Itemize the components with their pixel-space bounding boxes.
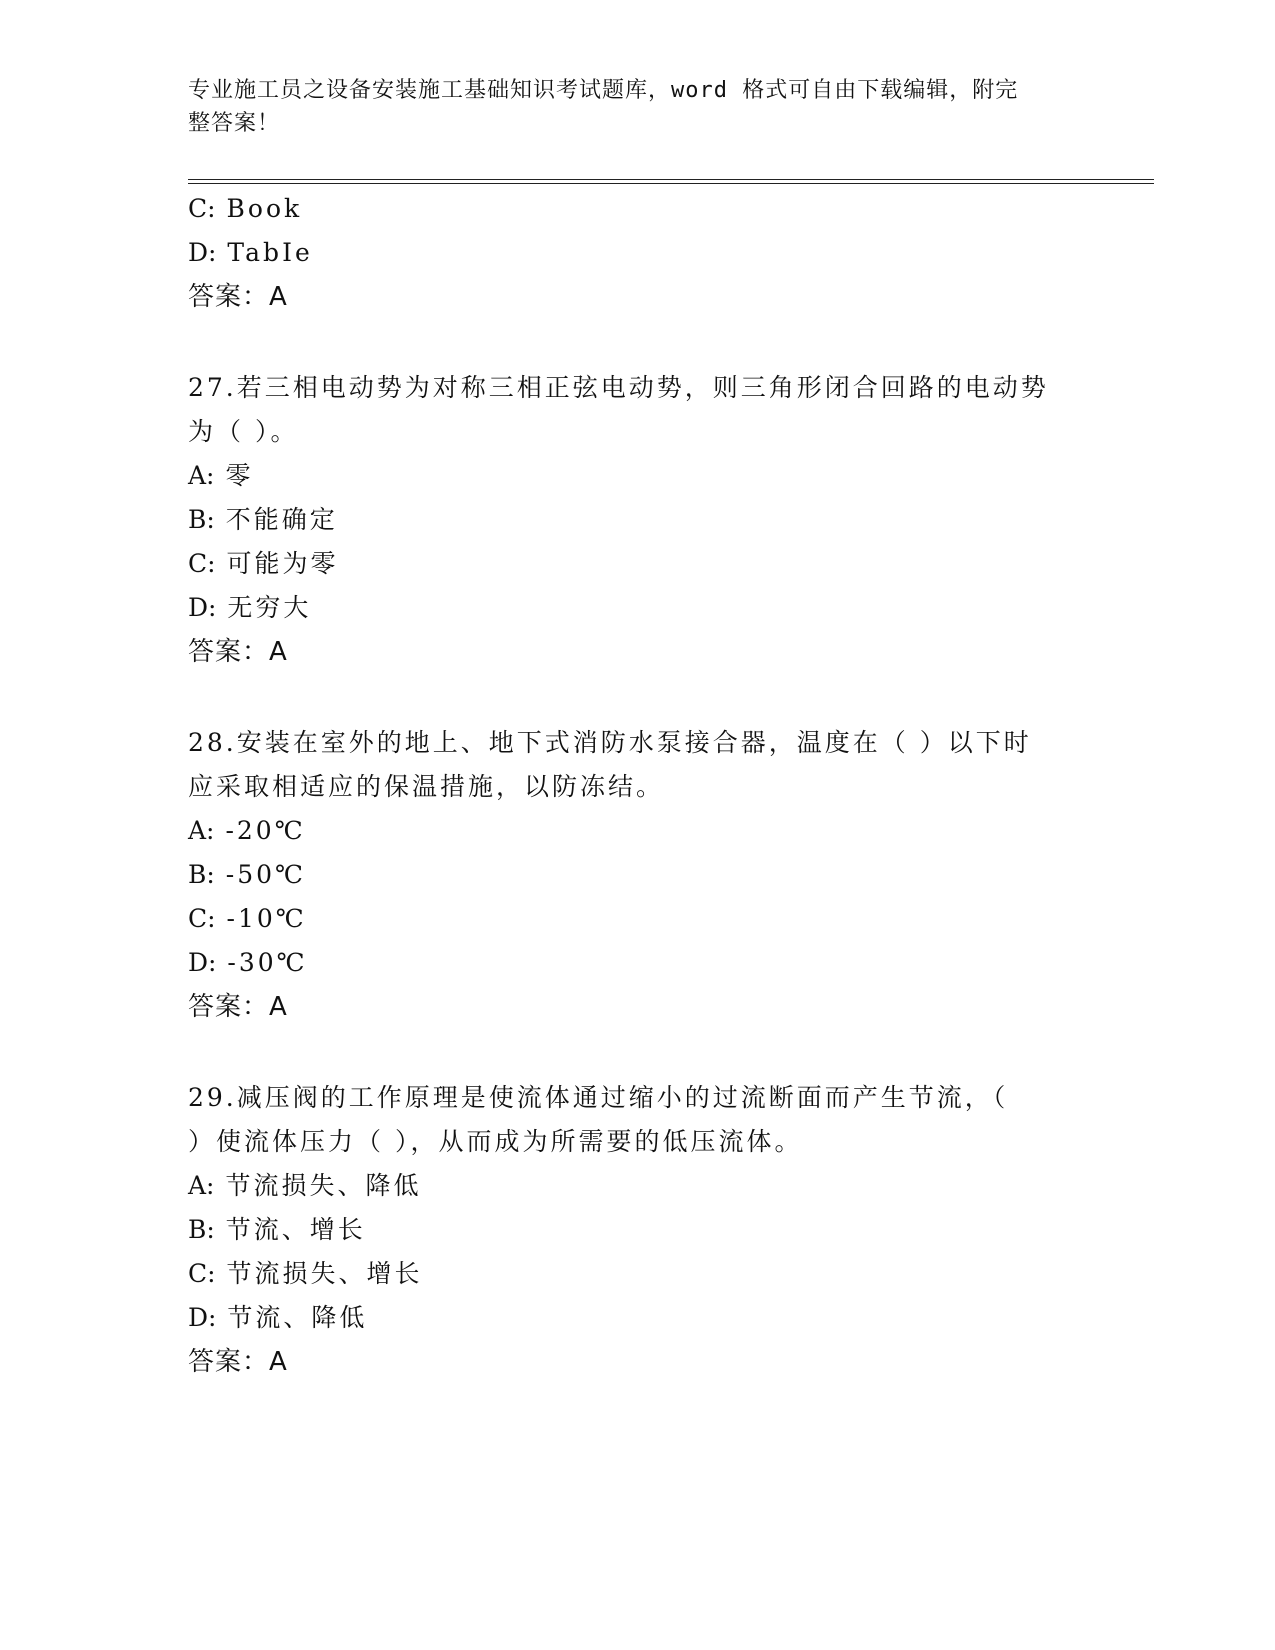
question-stem-line-2: 应采取相适应的保温措施，以防冻结。 [188, 772, 665, 801]
option-text: 节流损失、降低 [225, 1171, 422, 1200]
option-label: D: [188, 593, 217, 622]
option-text: Book [226, 194, 303, 223]
option-label: B: [188, 860, 215, 889]
question-number: 27. [188, 373, 237, 402]
option-b [188, 505, 338, 535]
option-text: -50℃ [225, 860, 306, 889]
option-a [188, 816, 306, 846]
option-text: 无穷大 [227, 593, 312, 622]
question-stem [188, 1083, 1008, 1113]
answer-line: 答案：A [188, 282, 288, 312]
option-label: C: [188, 194, 216, 223]
option-label: C: [188, 904, 216, 933]
option-c [188, 549, 339, 579]
option-text: -30℃ [227, 948, 308, 977]
option-text: 不能确定 [225, 505, 338, 534]
option-label: A: [188, 1171, 215, 1200]
option-a [188, 461, 253, 491]
option-text: TabIe [227, 238, 313, 267]
header-line-1: 专业施工员之设备安装施工基础知识考试题库，word 格式可自由下载编辑，附完 [188, 78, 1019, 103]
question-stem [188, 373, 1049, 403]
option-c [188, 904, 307, 934]
option-text: 零 [225, 461, 254, 490]
header-line-2: 整答案！ [188, 111, 281, 136]
option-b [188, 1215, 366, 1245]
answer-line: 答案：A [188, 1347, 288, 1377]
question-stem-line-1: 安装在室外的地上、地下式消防水泵接合器，温度在（ ）以下时 [236, 728, 1032, 757]
option-label: D: [188, 948, 217, 977]
option-text: -20℃ [225, 816, 306, 845]
answer-line: 答案：A [188, 637, 288, 667]
question-stem-line-1: 减压阀的工作原理是使流体通过缩小的过流断面而产生节流，（ [236, 1083, 1009, 1112]
option-label: D: [188, 238, 217, 267]
option-d [188, 238, 313, 268]
option-a [188, 1171, 421, 1201]
option-text: 可能为零 [226, 549, 339, 578]
answer-line: 答案：A [188, 992, 288, 1022]
question-stem-line-1: 若三相电动势为对称三相正弦电动势，则三角形闭合回路的电动势 [236, 373, 1049, 402]
option-label: B: [188, 1215, 215, 1244]
question-stem-line-2: 为（ ）。 [188, 417, 299, 446]
question-number: 29. [188, 1083, 237, 1112]
question-stem-line-2: ）使流体压力（ ），从而成为所需要的低压流体。 [188, 1127, 803, 1156]
question-number: 28. [188, 728, 237, 757]
option-b [188, 860, 306, 890]
option-c [188, 1259, 423, 1289]
header-divider-top [188, 179, 1154, 180]
option-d [188, 948, 308, 978]
question-stem [188, 728, 1032, 758]
option-text: 节流损失、增长 [226, 1259, 423, 1288]
option-d [188, 1303, 367, 1333]
document-header [188, 74, 1088, 140]
option-label: A: [188, 816, 215, 845]
option-label: D: [188, 1303, 217, 1332]
option-d [188, 593, 311, 623]
option-text: 节流、降低 [227, 1303, 368, 1332]
option-label: C: [188, 1259, 216, 1288]
option-c [188, 194, 302, 224]
option-label: A: [188, 461, 215, 490]
option-label: B: [188, 505, 215, 534]
header-divider-bottom [188, 183, 1154, 184]
option-text: -10℃ [226, 904, 307, 933]
option-label: C: [188, 549, 216, 578]
option-text: 节流、增长 [225, 1215, 366, 1244]
